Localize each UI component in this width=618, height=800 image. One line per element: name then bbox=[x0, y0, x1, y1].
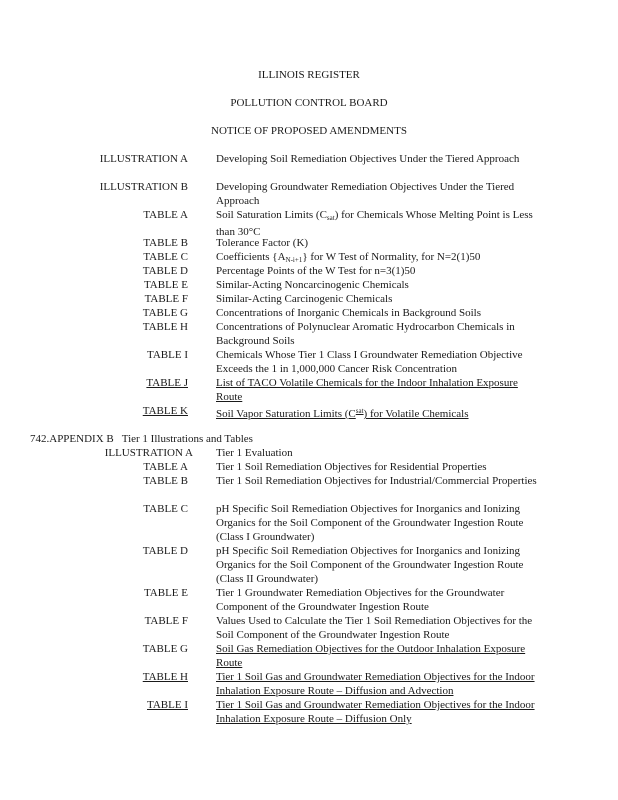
item-text: Tier 1 Soil Gas and Groundwater Remediation Objectives for the Indoor Inhalation Exposure Route – Diffusion Only bbox=[216, 699, 535, 725]
item-label: TABLE J bbox=[146, 377, 188, 389]
item-label: TABLE H bbox=[142, 321, 188, 333]
item-text: List of TACO Volatile Chemicals for the Indoor Inhalation Exposure Route bbox=[216, 377, 518, 403]
board-title: POLLUTION CONTROL BOARD bbox=[230, 97, 388, 109]
item-text: Soil Saturation Limits $(C_{sat})$ for Chemicals Whose Melting Point is Less than 30°C bbox=[216, 209, 533, 238]
appendix-title: Tier 1 Illustrations and Tables bbox=[121, 433, 253, 445]
item-text: Percentage Points of the W Test for n=3(1)50 bbox=[216, 265, 416, 277]
item-text: Concentrations of Inorganic Chemicals in Background Soils bbox=[216, 307, 481, 319]
item-text: Tolerance Factor (K) bbox=[216, 237, 309, 249]
item-text: Tier 1 Soil Remediation Objectives for Residential Properties bbox=[216, 461, 487, 473]
item-label: TABLE F bbox=[144, 293, 188, 305]
item-label: TABLE G bbox=[142, 643, 188, 655]
item-label: TABLE I bbox=[147, 349, 188, 361]
item-label: TABLE A bbox=[143, 461, 188, 473]
item-label: TABLE E bbox=[143, 587, 188, 599]
item-text: Similar-Acting Noncarcinogenic Chemicals bbox=[216, 279, 409, 291]
notice-title: NOTICE OF PROPOSED AMENDMENTS bbox=[211, 125, 407, 137]
item-label: TABLE B bbox=[143, 475, 188, 487]
item-label: ILLUSTRATION B bbox=[99, 181, 188, 193]
item-text: Concentrations of Polynuclear Aromatic Hydrocarbon Chemicals in Background Soils bbox=[216, 321, 515, 347]
item-text: Tier 1 Evaluation bbox=[216, 447, 293, 459]
register-title: ILLINOIS REGISTER bbox=[258, 69, 360, 81]
item-text: pH Specific Soil Remediation Objectives for Inorganics and Ionizing Organics for the Soil Component of the Groundwater Ingestion Route (Class II Groundwater) bbox=[216, 545, 524, 585]
item-text: Soil Vapor Saturation Limits $(C^{sat})$ for Volatile Chemicals bbox=[216, 407, 469, 420]
item-label: TABLE F bbox=[144, 615, 188, 627]
item-text: Chemicals Whose Tier 1 Class I Groundwater Remediation Objective Exceeds the 1 in 1,000,000 Cancer Risk Concentration bbox=[216, 349, 523, 375]
item-label: TABLE E bbox=[143, 279, 188, 291]
item-label: TABLE D bbox=[142, 265, 188, 277]
item-label: TABLE I bbox=[147, 699, 188, 711]
item-text: Tier 1 Soil Remediation Objectives for Industrial/Commercial Properties bbox=[216, 475, 537, 487]
item-label: ILLUSTRATION A bbox=[104, 447, 193, 459]
item-text: pH Specific Soil Remediation Objectives for Inorganics and Ionizing Organics for the Soil Component of the Groundwater Ingestion Route (Class I Groundwater) bbox=[216, 503, 524, 543]
item-text: Developing Soil Remediation Objectives Under the Tiered Approach bbox=[216, 153, 520, 165]
item-label: TABLE B bbox=[143, 237, 188, 249]
item-label: TABLE A bbox=[143, 209, 188, 221]
item-text: Tier 1 Soil Gas and Groundwater Remediation Objectives for the Indoor Inhalation Exposure Route – Diffusion and Advection bbox=[216, 671, 535, 697]
item-label: TABLE H bbox=[142, 671, 188, 683]
item-text: Values Used to Calculate the Tier 1 Soil Remediation Objectives for the Soil Component of the Groundwater Ingestion Route bbox=[216, 615, 533, 641]
item-text: Coefficients $\{A_{N-i+1}\}$ for W Test of Normality, for N=2(1)50 bbox=[216, 251, 481, 264]
item-label: TABLE C bbox=[143, 503, 188, 515]
item-label: TABLE K bbox=[142, 405, 188, 417]
item-label: TABLE C bbox=[143, 251, 188, 263]
appendix-number: 742.APPENDIX B bbox=[30, 433, 114, 445]
item-label: TABLE G bbox=[142, 307, 188, 319]
item-text: Tier 1 Groundwater Remediation Objectives for the Groundwater Component of the Groundwater Ingestion Route bbox=[216, 587, 505, 613]
item-text: Developing Groundwater Remediation Objectives Under the Tiered Approach bbox=[216, 181, 515, 207]
item-label: TABLE D bbox=[142, 545, 188, 557]
item-label: ILLUSTRATION A bbox=[99, 153, 188, 165]
item-text: Soil Gas Remediation Objectives for the Outdoor Inhalation Exposure Route bbox=[216, 643, 526, 669]
item-text: Similar-Acting Carcinogenic Chemicals bbox=[216, 293, 393, 305]
